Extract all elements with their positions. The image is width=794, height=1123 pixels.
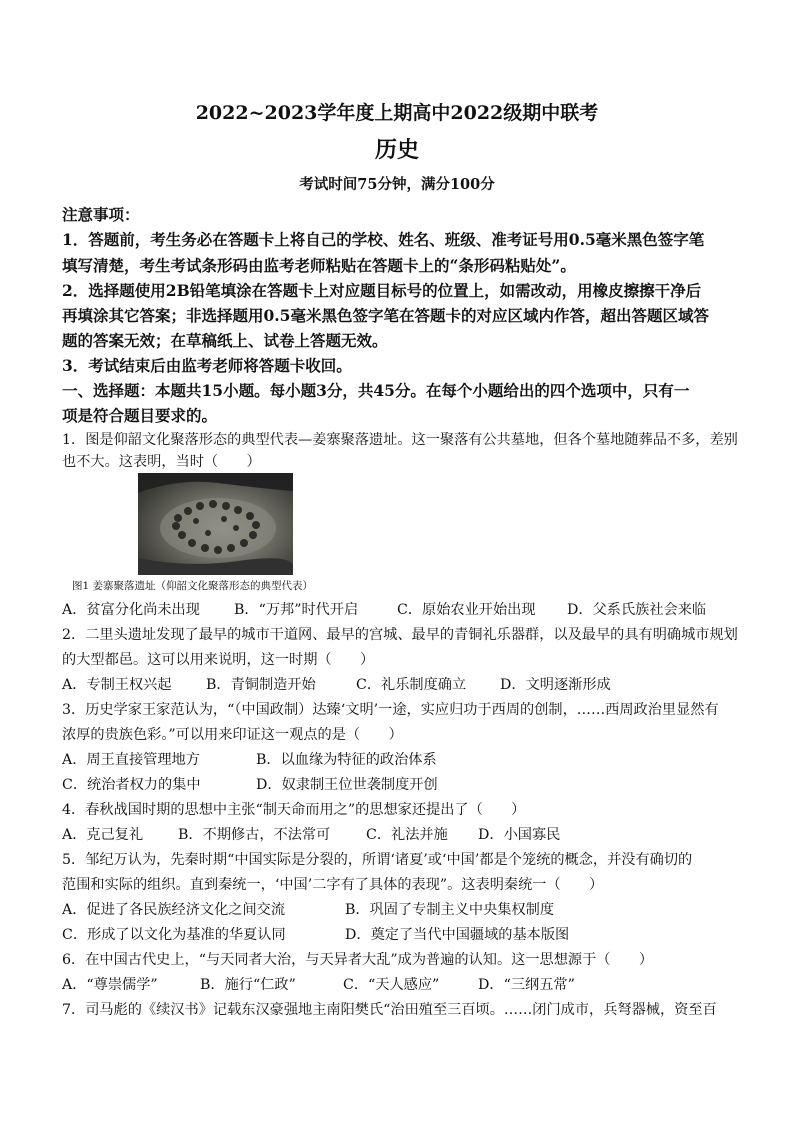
question-2-option-d[interactable]: D．文明逐渐形成 [500, 677, 611, 693]
question-1-option-b[interactable]: B．“万邦”时代开启 [234, 602, 359, 618]
question-5-option-b[interactable]: B．巩固了专制主义中央集权制度 [345, 902, 555, 918]
question-4-option-a[interactable]: A．克己复礼 [62, 827, 144, 843]
question-5-stem: 范围和实际的组织。直到秦统一，‘中国’二字有了具体的表现”。这表明秦统一（ ） [62, 877, 604, 893]
section-heading: 一、选择题：本题共15小题。每小题3分，共45分。在每个小题给出的四个选项中，只有一 [62, 381, 690, 400]
notice-line: 再填涂其它答案；非选择题用0.5毫米黑色签字笔在答题卡的对应区域内作答，超出答题区域答 [62, 306, 709, 325]
question-1-stem: 1．图是仰韶文化聚落形态的典型代表—姜寨聚落遗址。这一聚落有公共墓地，但各个墓地随葬品不多，差别 [62, 432, 738, 448]
question-3-option-a[interactable]: A．周王直接管理地方 [62, 752, 200, 768]
question-2-option-a[interactable]: A．专制王权兴起 [62, 677, 172, 693]
question-2-stem: 的大型都邑。这可以用来说明，这一时期（ ） [62, 652, 375, 668]
question-4-option-d[interactable]: D．小国寡民 [478, 827, 561, 843]
question-3-stem: 3．历史学家王家范认为，“（中国政制）达臻‘文明’一途，实应归功于西周的创制，……西周政治里显然有 [62, 702, 719, 718]
section-heading: 项是符合题目要求的。 [62, 406, 218, 425]
question-2-stem: 2．二里头遗址发现了最早的城市干道网、最早的宫城、最早的青铜礼乐器群，以及最早的具有明确城市规划 [62, 627, 738, 643]
question-6-option-c[interactable]: C．“天人感应” [343, 977, 440, 993]
exam-info: 考试时间75分钟，满分100分 [299, 176, 495, 193]
question-5-option-a[interactable]: A．促进了各民族经济文化之间交流 [62, 902, 286, 918]
question-6-option-a[interactable]: A．“尊崇儒学” [62, 977, 158, 993]
question-7-stem: 7．司马彪的《续汉书》记载东汉豪强地主南阳樊氏“治田殖至三百顷。……闭门成市，兵弩器械，资至百 [62, 1002, 717, 1018]
question-4-stem: 4．春秋战国时期的思想中主张“制天命而用之”的思想家还提出了（ ） [62, 802, 526, 818]
question-6-option-b[interactable]: B．施行“仁政” [200, 977, 296, 993]
question-1-option-a[interactable]: A．贫富分化尚未出现 [62, 602, 200, 618]
question-3-option-c[interactable]: C．统治者权力的集中 [62, 777, 201, 793]
notice-line: 2．选择题使用2B铅笔填涂在答题卡上对应题目标号的位置上，如需改动，用橡皮擦擦干净后 [62, 281, 702, 300]
question-5-option-c[interactable]: C．形成了以文化为基准的华夏认同 [62, 927, 286, 943]
question-3-option-d[interactable]: D．奴隶制王位世袭制度开创 [256, 777, 438, 793]
question-1-stem: 也不大。这表明，当时（ ） [62, 454, 261, 470]
question-4-option-c[interactable]: C．礼法并施 [366, 827, 448, 843]
notice-line: 1．答题前，考生务必在答题卡上将自己的学校、姓名、班级、准考证号用0.5毫米黑色签字笔 [62, 230, 705, 249]
question-1-option-c[interactable]: C．原始农业开始出现 [397, 602, 536, 618]
question-3-option-b[interactable]: B．以血缘为特征的政治体系 [256, 752, 437, 768]
question-4-option-b[interactable]: B．不期修古，不法常可 [178, 827, 331, 843]
question-5-option-d[interactable]: D．奠定了当代中国疆域的基本版图 [345, 927, 570, 943]
question-2-option-c[interactable]: C．礼乐制度确立 [356, 677, 467, 693]
notice-heading: 注意事项： [62, 205, 140, 224]
subject-title: 历史 [374, 137, 419, 163]
exam-title: 2022~2023学年度上期高中2022级期中联考 [195, 102, 599, 124]
jiangzhai-settlement-photo [138, 473, 293, 575]
question-5-stem: 5．邹纪万认为，先秦时期“中国实际是分裂的，所谓‘诸夏’或‘中国’都是个笼统的概念，并没有确切的 [62, 852, 693, 868]
figure-caption: 图1 姜寨聚落遗址（仰韶文化聚落形态的典型代表） [72, 580, 314, 592]
question-1-option-d[interactable]: D．父系氏族社会来临 [567, 602, 707, 618]
question-6-stem: 6．在中国古代史上，“与天同者大治，与天异者大乱”成为普遍的认知。这一思想源于（ ） [62, 952, 654, 968]
question-6-option-d[interactable]: D．“三纲五常” [478, 977, 575, 993]
question-2-option-b[interactable]: B．青铜制造开始 [206, 677, 316, 693]
question-3-stem: 浓厚的贵族色彩。”可以用来印证这一观点的是（ ） [62, 727, 403, 743]
notice-line: 3．考试结束后由监考老师将答题卡收回。 [62, 356, 352, 375]
notice-line: 题的答案无效；在草稿纸上、试卷上答题无效。 [62, 331, 388, 350]
notice-line: 填写清楚，考生考试条形码由监考老师粘贴在答题卡上的“条形码粘贴处”。 [62, 256, 576, 275]
